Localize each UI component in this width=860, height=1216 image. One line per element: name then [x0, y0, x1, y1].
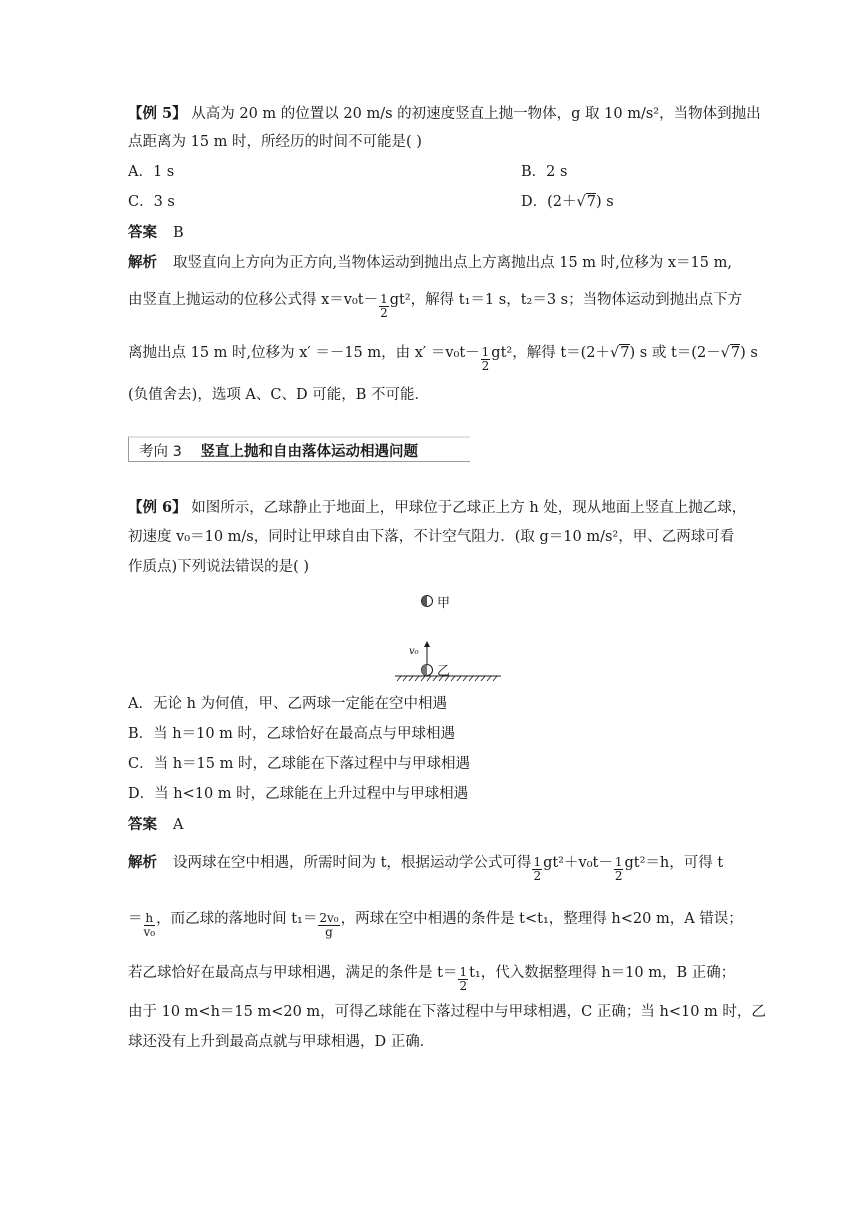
example6-stem-line3: 作质点)下列说法错误的是( ) — [128, 559, 310, 575]
two-balls-figure — [395, 588, 505, 688]
example5-tag: 【例 5】 — [128, 105, 187, 122]
example5-analysis-line3: 离抛出点 15 m 时,位移为 x′ ＝－15 m，由 x′ ＝v₀t－ $\frac{1}{2}$ gt²，解得 t＝(2＋√7) s 或 t＝(2－√7) s — [128, 344, 758, 373]
answer-value: A — [173, 817, 184, 833]
analysis-label: 解析 — [128, 854, 157, 871]
example6-option-b: B．当 h＝10 m 时，乙球恰好在最高点与甲球相遇 — [128, 726, 456, 742]
example5-options-row1 — [128, 158, 736, 187]
answer-label: 答案 — [128, 816, 157, 833]
example5-analysis-line4: (负值舍去)，选项 A、C、D 可能，B 不可能． — [128, 387, 429, 403]
example6-analysis-line5: 球还没有上升到最高点就与甲球相遇，D 正确． — [128, 1034, 435, 1050]
answer-value: B — [173, 225, 184, 241]
example6-line1: 【例 6】 如图所示，乙球静止于地面上，甲球位于乙球正上方 h 处，现从地面上竖直上抛乙球， — [128, 499, 747, 516]
example5-answer — [128, 218, 736, 248]
fraction-h-over-v0: $\frac{h}{\text{v₀}}$ — [143, 910, 156, 939]
example5-stem-line2: 点距离为 15 m 时，所经历的时间不可能是( ) — [128, 134, 422, 150]
example5-options-row2 — [128, 188, 736, 217]
example5-stem-line1: 从高为 20 m 的位置以 20 m/s 的初速度竖直上抛一物体，g 取 10 m/s²，当物体到抛出 — [191, 106, 761, 122]
example5-line1 — [128, 99, 761, 129]
example6-option-c: C．当 h＝15 m 时，乙球能在下落过程中与甲球相遇 — [128, 756, 470, 772]
example6-answer — [128, 810, 736, 840]
fraction-one-half: $\frac{1}{2}$ — [380, 291, 388, 320]
velocity-arrow-icon — [424, 641, 430, 647]
analysis-label: 解析 — [128, 254, 157, 271]
fraction-one-half: $\frac{1}{2}$ — [459, 964, 468, 993]
fraction-one-half: $\frac{1}{2}$ — [614, 854, 623, 883]
example5-option-a: A．1 s — [128, 164, 175, 180]
example6-analysis-line4: 由于 10 m<h＝15 m<20 m，可得乙球能在下落过程中与甲球相遇，C 正确；当 h<10 m 时，乙 — [128, 1004, 766, 1020]
section-title: 竖直上抛和自由落体运动相遇问题 — [200, 444, 418, 460]
example5-option-c: C．3 s — [128, 194, 175, 210]
section-tag: 考向 3 — [139, 444, 182, 460]
figure-label-jia: 甲 — [437, 596, 451, 611]
example6-stem-line2: 初速度 v₀＝10 m/s，同时让甲球自由下落，不计空气阻力．(取 g＝10 m/s²，甲、乙两球可看 — [128, 529, 735, 545]
example6-analysis-line1: 解析 设两球在空中相遇，所需时间为 t，根据运动学公式可得 $\frac{1}{2}$ gt²＋v₀t－ $\frac{1}{2}$ gt²＝h，可得 t — [128, 854, 724, 883]
example6-analysis-line2: ＝ $\frac{h}{\text{v₀}}$ ，而乙球的落地时间 t₁＝ $\frac{\text{2v₀}}{g}$ ，两球在空中相遇的条件是 t<t₁，整理得 h<20 m，A 错误； — [128, 910, 743, 939]
example6-analysis-line3: 若乙球恰好在最高点与甲球相遇，满足的条件是 t＝ $\frac{1}{2}$ t₁，代入数据整理得 h＝10 m，B 正确； — [128, 964, 736, 993]
example5-option-d: D．(2＋√7) s — [521, 194, 614, 210]
figure-label-v0: v₀ — [409, 646, 419, 657]
answer-label: 答案 — [128, 224, 157, 241]
fraction-one-half: $\frac{1}{2}$ — [533, 854, 542, 883]
example5-analysis-line2: 由竖直上抛运动的位移公式得 x＝v₀t－ $\frac{1}{2}$ gt²，解得 t₁＝1 s，t₂＝3 s；当物体运动到抛出点下方 — [128, 291, 743, 320]
fraction-2v0-over-g: $\frac{\text{2v₀}}{g}$ — [319, 910, 339, 939]
fraction-one-half: $\frac{1}{2}$ — [481, 344, 490, 373]
section-header — [128, 436, 470, 462]
example5-option-b: B．2 s — [521, 164, 568, 180]
example5-analysis-line1: 解析 取竖直向上方向为正方向,当物体运动到抛出点上方离抛出点 15 m 时,位移为 x＝15 m, — [128, 254, 732, 271]
example6-option-d: D．当 h<10 m 时，乙球能在上升过程中与甲球相遇 — [128, 786, 469, 802]
example6-tag: 【例 6】 — [128, 499, 187, 516]
figure-label-yi: 乙 — [437, 664, 451, 679]
example6-option-a: A．无论 h 为何值，甲、乙两球一定能在空中相遇 — [128, 696, 448, 712]
